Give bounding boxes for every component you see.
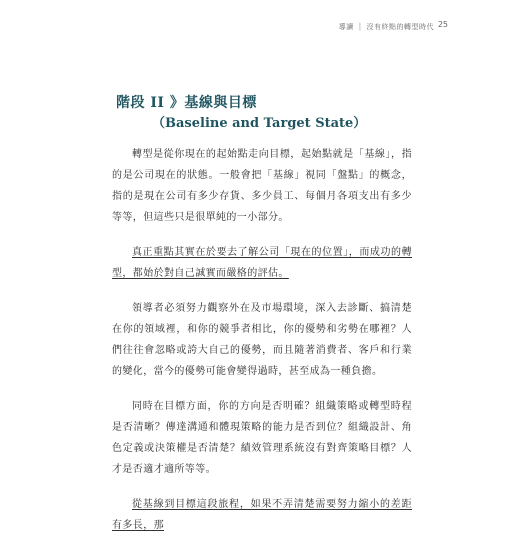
header-separator: │: [357, 23, 363, 31]
running-header: [339, 22, 434, 32]
paragraph: 同時在目標方面，你的方向是否明確？組織策略或轉型時程是否清晰？傳達溝通和體現策略的能力是否到位？組織設計、角色定義或決策權是否清楚？績效管理系統沒有對齊策略目標？人才是否適才適所等等。: [112, 401, 412, 475]
chapter-title: 沒有終點的轉型時代: [366, 23, 434, 31]
body-text: [112, 144, 412, 550]
paragraph: 真正重點其實在於要去了解公司「現在的位置」，而成功的轉型，都始於對自己誠實而嚴格的評估。: [112, 247, 412, 279]
paragraph: 從基線到目標這段旅程，如果不弄清楚需要努力縮小的差距有多長，那: [112, 499, 412, 531]
paragraph: 領導者必須努力觀察外在及市場環境，深入去診斷、搞清楚在你的領域裡，和你的競爭者相比，你的優勢和劣勢在哪裡？人們往往會忽略或誇大自己的優勢，而且隨著消費者、客戶和行業的變化，當今的優勢可能會變得過時，甚至成為一種負擔。: [112, 303, 412, 377]
paragraph: 轉型是從你現在的起始點走向目標，起始點就是「基線」，指的是公司現在的狀態。一般會把「基線」視同「盤點」的概念，指的是現在公司有多少存貨、多少員工、每個月各項支出有多少等等，但這些只是很單純的一小部分。: [112, 149, 412, 223]
section-title: 階段 II 》基線與目標: [116, 95, 257, 111]
page-number: 25: [437, 20, 448, 29]
section-subtitle: （Baseline and Target State）: [152, 116, 367, 131]
book-title: 導讀: [338, 23, 354, 31]
